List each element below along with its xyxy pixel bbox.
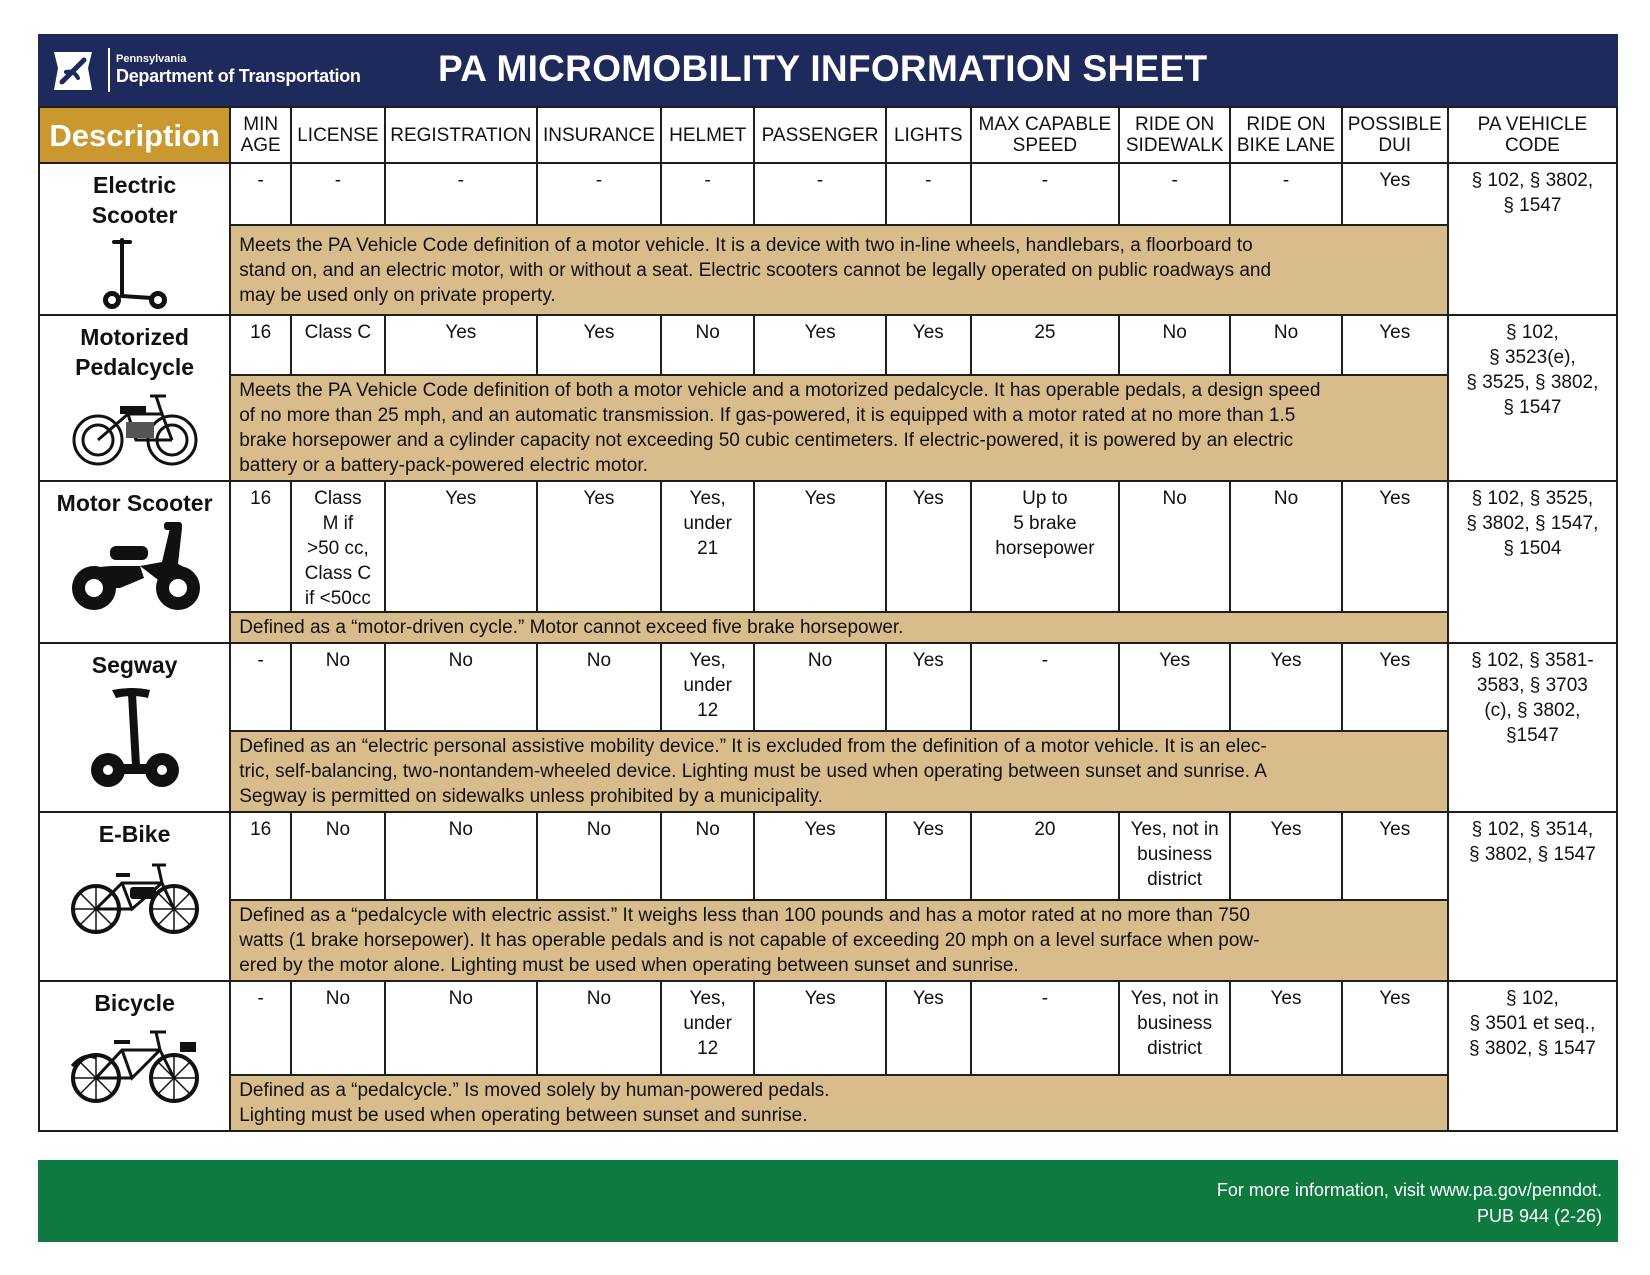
cell-value-line: if <50cc bbox=[304, 588, 371, 609]
cell-value-line: under bbox=[683, 1013, 732, 1034]
description-line: Meets the PA Vehicle Code definition of both a motor vehicle and a motorized pedalcycle. It has operable pedals, a design speed bbox=[239, 380, 1321, 401]
cell-license bbox=[291, 981, 385, 1075]
cell-dui bbox=[1342, 812, 1448, 900]
cell-value-line: - bbox=[1171, 170, 1178, 191]
cell-value-line: 25 bbox=[1034, 322, 1056, 343]
cell-vehicle-code bbox=[1448, 481, 1617, 643]
column-header-insurance: INSURANCE bbox=[537, 107, 661, 163]
cell-license bbox=[291, 481, 385, 612]
cell-value-line: No bbox=[325, 988, 351, 1009]
cell-passenger bbox=[754, 643, 885, 731]
cell-bike-lane bbox=[1230, 315, 1341, 375]
cell-passenger bbox=[754, 812, 885, 900]
cell-max-speed bbox=[971, 643, 1119, 731]
footer-info-text: For more information, visit www.pa.gov/penndot. bbox=[1216, 1180, 1602, 1200]
cell-vehicle-code bbox=[1448, 315, 1617, 481]
cell-value-line: Yes bbox=[804, 488, 836, 509]
cell-bike-lane bbox=[1230, 643, 1341, 731]
cell-value-line: Yes bbox=[1379, 988, 1411, 1009]
vehicle-code-line: § 3523(e), bbox=[1489, 347, 1576, 368]
description-line: Defined as an “electric personal assistive mobility device.” It is excluded from the definition of a motor vehicle. It is an elec- bbox=[239, 736, 1267, 757]
vehicle-code-line: § 102, § 3581- bbox=[1471, 650, 1594, 671]
column-header-code bbox=[1448, 107, 1617, 163]
cell-value-line: Yes bbox=[1270, 988, 1302, 1009]
description-row bbox=[39, 225, 1617, 315]
cell-value-line: Class C bbox=[304, 563, 372, 584]
cell-value-line: Yes, bbox=[689, 488, 726, 509]
vehicle-name bbox=[40, 982, 229, 1018]
cell-insurance bbox=[537, 643, 661, 731]
cell-bike-lane bbox=[1230, 163, 1341, 225]
cell-value-line: Yes, bbox=[689, 988, 726, 1009]
cell-helmet bbox=[661, 981, 755, 1075]
cell-insurance bbox=[537, 481, 661, 612]
cell-value-line: 12 bbox=[697, 1038, 719, 1059]
cell-value-line: - bbox=[1041, 170, 1049, 191]
cell-value-line: No bbox=[1273, 488, 1299, 509]
column-header-lights: LIGHTS bbox=[886, 107, 971, 163]
vehicle-name bbox=[40, 644, 229, 680]
description-line: of no more than 25 mph, and an automatic transmission. If gas-powered, it is equipped with a motor rated at no more than 1.5 bbox=[239, 405, 1296, 426]
cell-value-line: under bbox=[683, 675, 732, 696]
vehicle-name-line: Motorized bbox=[80, 324, 189, 350]
cell-value-line: M if bbox=[322, 513, 354, 534]
cell-passenger bbox=[754, 481, 885, 612]
description-line: may be used only on private property. bbox=[239, 284, 556, 306]
cell-value-line: 12 bbox=[697, 700, 719, 721]
description-row bbox=[39, 900, 1617, 981]
cell-value-line: Yes bbox=[1379, 170, 1411, 191]
cell-value-line: 16 bbox=[250, 488, 272, 509]
vehicle-code-line: § 102, § 3514, bbox=[1471, 819, 1594, 840]
column-header-text: PA VEHICLE bbox=[1477, 114, 1588, 135]
vehicle-code-line: § 102, bbox=[1505, 988, 1559, 1009]
cell-value-line: No bbox=[1162, 488, 1187, 509]
header-bar bbox=[38, 34, 1618, 106]
cell-value-line: Yes bbox=[912, 322, 944, 343]
cell-value-line: No bbox=[325, 819, 351, 840]
logo-divider bbox=[108, 48, 110, 92]
vehicle-row bbox=[39, 643, 1617, 731]
column-header-description: Description bbox=[39, 107, 230, 163]
vehicle-name bbox=[40, 316, 229, 382]
cell-registration bbox=[385, 812, 537, 900]
cell-value-line: 20 bbox=[1034, 819, 1056, 840]
cell-value-line: Yes bbox=[912, 650, 944, 671]
cell-sidewalk bbox=[1119, 981, 1230, 1075]
bicycle-icon bbox=[70, 1022, 200, 1104]
vehicle-name-line: Motor Scooter bbox=[56, 490, 213, 516]
column-header-text: BIKE LANE bbox=[1236, 135, 1336, 156]
vehicle-code-line: §1547 bbox=[1505, 725, 1559, 746]
column-header-text: RIDE ON bbox=[1246, 114, 1326, 135]
cell-license bbox=[291, 643, 385, 731]
vehicle-name-cell bbox=[39, 643, 230, 812]
cell-value-line: - bbox=[1041, 650, 1049, 671]
cell-sidewalk bbox=[1119, 812, 1230, 900]
cell-min-age bbox=[230, 481, 291, 612]
column-header-registration: REGISTRATION bbox=[385, 107, 537, 163]
cell-value-line: - bbox=[595, 170, 603, 191]
vehicle-code-line: § 1504 bbox=[1503, 538, 1562, 559]
cell-min-age bbox=[230, 315, 291, 375]
cell-value-line: Yes bbox=[912, 488, 944, 509]
micromobility-table bbox=[38, 106, 1618, 1132]
cell-value-line: No bbox=[1273, 322, 1299, 343]
cell-lights bbox=[886, 643, 971, 731]
vehicle-row bbox=[39, 315, 1617, 375]
vehicle-description bbox=[230, 612, 1448, 643]
cell-sidewalk bbox=[1119, 163, 1230, 225]
description-line: brake horsepower and a cylinder capacity not exceeding 50 cubic centimeters. If electric-powered, it is powered by an electric bbox=[239, 430, 1294, 451]
cell-dui bbox=[1342, 643, 1448, 731]
vehicle-row bbox=[39, 981, 1617, 1075]
org-state-label: Pennsylvania bbox=[116, 53, 187, 65]
cell-min-age bbox=[230, 981, 291, 1075]
description-row bbox=[39, 612, 1617, 643]
column-header-text: SPEED bbox=[1012, 135, 1078, 156]
vehicle-name bbox=[40, 164, 229, 230]
cell-insurance bbox=[537, 315, 661, 375]
moped-icon bbox=[70, 386, 200, 468]
cell-insurance bbox=[537, 812, 661, 900]
vehicle-code-line: § 1547 bbox=[1503, 195, 1562, 216]
vehicle-description bbox=[230, 1075, 1448, 1131]
cell-license bbox=[291, 163, 385, 225]
vehicle-code-line: § 102, § 3525, bbox=[1471, 488, 1594, 509]
cell-value-line: Yes, not in bbox=[1130, 988, 1219, 1009]
cell-helmet bbox=[661, 315, 755, 375]
vehicle-name-cell bbox=[39, 481, 230, 643]
cell-sidewalk bbox=[1119, 643, 1230, 731]
vehicle-code-line: § 102, § 3802, bbox=[1471, 170, 1594, 191]
vehicle-name-cell bbox=[39, 315, 230, 481]
vehicle-name-line: Scooter bbox=[91, 202, 178, 228]
vehicle-code-line: 3583, § 3703 bbox=[1476, 675, 1588, 696]
cell-dui bbox=[1342, 163, 1448, 225]
cell-value-line: Yes bbox=[804, 322, 836, 343]
cell-sidewalk bbox=[1119, 481, 1230, 612]
cell-license bbox=[291, 315, 385, 375]
column-header-helmet: HELMET bbox=[661, 107, 755, 163]
cell-lights bbox=[886, 481, 971, 612]
cell-value-line: 16 bbox=[250, 819, 272, 840]
vehicle-code-line: § 3802, § 1547, bbox=[1466, 513, 1599, 534]
vehicle-name bbox=[40, 813, 229, 849]
vehicle-name-cell bbox=[39, 981, 230, 1131]
description-row bbox=[39, 1075, 1617, 1131]
cell-value-line: Yes bbox=[912, 819, 944, 840]
cell-value-line: Yes, bbox=[689, 650, 726, 671]
cell-passenger bbox=[754, 315, 885, 375]
cell-helmet bbox=[661, 643, 755, 731]
cell-value-line: No bbox=[695, 322, 720, 343]
vehicle-name-line: Segway bbox=[91, 652, 178, 678]
cell-license bbox=[291, 812, 385, 900]
cell-value-line: - bbox=[1041, 988, 1049, 1009]
cell-value-line: under bbox=[683, 513, 732, 534]
column-header-text: RIDE ON bbox=[1135, 114, 1215, 135]
cell-value-line: Yes, not in bbox=[1130, 819, 1219, 840]
description-line: Lighting must be used when operating between sunset and sunrise. bbox=[239, 1105, 808, 1126]
cell-insurance bbox=[537, 981, 661, 1075]
vehicle-description bbox=[230, 731, 1448, 812]
description-line: watts (1 brake horsepower). It has operable pedals and is not capable of exceeding 20 mph on a level surface when pow- bbox=[239, 930, 1260, 951]
cell-max-speed bbox=[971, 163, 1119, 225]
cell-value-line: horsepower bbox=[995, 538, 1095, 559]
org-name: Department of Transportation bbox=[116, 66, 361, 86]
cell-value-line: Yes bbox=[1379, 650, 1411, 671]
vehicle-code-line: § 3802, § 1547 bbox=[1468, 1038, 1596, 1059]
vehicle-code-line: § 3525, § 3802, bbox=[1466, 372, 1599, 393]
cell-value-line: No bbox=[448, 819, 473, 840]
footer-pub-number: PUB 944 (2-26) bbox=[1476, 1206, 1602, 1226]
footer-bar bbox=[38, 1160, 1618, 1242]
vehicle-code-line: § 1547 bbox=[1503, 397, 1562, 418]
description-line: Defined as a “pedalcycle with electric assist.” It weighs less than 100 pounds and has a motor rated at no more than 750 bbox=[239, 905, 1250, 926]
cell-value-line: Yes bbox=[583, 488, 615, 509]
vehicle-row bbox=[39, 481, 1617, 612]
vehicle-name-line: Pedalcycle bbox=[75, 354, 195, 380]
column-header-text: CODE bbox=[1504, 135, 1560, 156]
column-header-text: SIDEWALK bbox=[1125, 135, 1224, 156]
vehicle-code-line: § 3501 et seq., bbox=[1469, 1013, 1596, 1034]
cell-helmet bbox=[661, 481, 755, 612]
cell-value-line: - bbox=[334, 170, 342, 191]
vehicle-name-line: Electric bbox=[93, 172, 177, 198]
cell-value-line: Yes bbox=[445, 322, 477, 343]
column-header-text: DUI bbox=[1378, 135, 1412, 156]
cell-value-line: Up to bbox=[1022, 488, 1068, 509]
column-header-text: MAX CAPABLE bbox=[978, 114, 1112, 135]
cell-value-line: - bbox=[1282, 170, 1290, 191]
vehicle-row bbox=[39, 163, 1617, 225]
vehicle-name bbox=[40, 482, 229, 518]
cell-dui bbox=[1342, 481, 1448, 612]
column-header-text: AGE bbox=[240, 135, 281, 156]
cell-value-line: - bbox=[257, 170, 264, 191]
column-header-license: LICENSE bbox=[291, 107, 385, 163]
cell-value-line: Class C bbox=[304, 322, 372, 343]
cell-value-line: No bbox=[325, 650, 351, 671]
motor-scooter-icon bbox=[70, 522, 200, 614]
cell-value-line: Yes bbox=[912, 988, 944, 1009]
cell-value-line: Yes bbox=[804, 988, 836, 1009]
cell-value-line: No bbox=[586, 819, 612, 840]
description-line: Defined as a “pedalcycle.” Is moved solely by human-powered pedals. bbox=[239, 1080, 830, 1101]
cell-max-speed bbox=[971, 812, 1119, 900]
column-header-text: POSSIBLE bbox=[1347, 114, 1442, 135]
column-header-dui bbox=[1342, 107, 1448, 163]
cell-value-line: Yes bbox=[1379, 322, 1411, 343]
cell-passenger bbox=[754, 981, 885, 1075]
cell-value-line: Yes bbox=[1159, 650, 1191, 671]
cell-max-speed bbox=[971, 481, 1119, 612]
cell-value-line: district bbox=[1147, 869, 1203, 890]
description-line: stand on, and an electric motor, with or without a seat. Electric scooters cannot be legally operated on public roadways and bbox=[239, 259, 1272, 281]
cell-value-line: No bbox=[586, 988, 612, 1009]
cell-value-line: No bbox=[807, 650, 833, 671]
penndot-keystone-logo bbox=[50, 48, 96, 94]
vehicle-name-line: Bicycle bbox=[94, 990, 175, 1016]
description-line: battery or a battery-pack-powered electric motor. bbox=[239, 455, 648, 476]
column-header-text: MIN bbox=[243, 114, 279, 135]
cell-registration bbox=[385, 315, 537, 375]
cell-value-line: Yes bbox=[583, 322, 615, 343]
cell-value-line: No bbox=[586, 650, 612, 671]
cell-value-line: Yes bbox=[804, 819, 836, 840]
vehicle-name-cell bbox=[39, 812, 230, 981]
vehicle-name-line: E-Bike bbox=[98, 821, 171, 847]
cell-value-line: - bbox=[925, 170, 932, 191]
page-title: PA MICROMOBILITY INFORMATION SHEET bbox=[438, 48, 1208, 89]
cell-insurance bbox=[537, 163, 661, 225]
column-header-sidewalk bbox=[1119, 107, 1230, 163]
cell-dui bbox=[1342, 315, 1448, 375]
cell-max-speed bbox=[971, 315, 1119, 375]
description-line: ered by the motor alone. Lighting must be used when operating between sunset and sunrise. bbox=[239, 955, 1019, 976]
column-header-max-speed bbox=[971, 107, 1119, 163]
info-sheet bbox=[38, 34, 1618, 1242]
cell-value-line: Class bbox=[314, 488, 362, 509]
cell-registration bbox=[385, 981, 537, 1075]
cell-value-line: business bbox=[1137, 1013, 1213, 1034]
cell-lights bbox=[886, 315, 971, 375]
cell-passenger bbox=[754, 163, 885, 225]
cell-vehicle-code bbox=[1448, 981, 1617, 1131]
vehicle-description bbox=[230, 900, 1448, 981]
description-row bbox=[39, 375, 1617, 481]
cell-min-age bbox=[230, 643, 291, 731]
cell-max-speed bbox=[971, 981, 1119, 1075]
cell-bike-lane bbox=[1230, 812, 1341, 900]
description-row bbox=[39, 731, 1617, 812]
cell-sidewalk bbox=[1119, 315, 1230, 375]
cell-vehicle-code bbox=[1448, 163, 1617, 315]
cell-dui bbox=[1342, 981, 1448, 1075]
vehicle-row bbox=[39, 812, 1617, 900]
e-bike-icon bbox=[70, 853, 200, 935]
vehicle-description bbox=[230, 375, 1448, 481]
cell-min-age bbox=[230, 163, 291, 225]
vehicle-code-line: (c), § 3802, bbox=[1484, 700, 1581, 721]
cell-registration bbox=[385, 643, 537, 731]
cell-vehicle-code bbox=[1448, 643, 1617, 812]
cell-value-line: No bbox=[448, 650, 473, 671]
vehicle-code-line: § 3802, § 1547 bbox=[1468, 844, 1596, 865]
description-line: Defined as a “motor-driven cycle.” Motor cannot exceed five brake horsepower. bbox=[239, 617, 904, 638]
cell-value-line: - bbox=[816, 170, 824, 191]
cell-value-line: No bbox=[1162, 322, 1187, 343]
cell-bike-lane bbox=[1230, 481, 1341, 612]
cell-value-line: >50 cc, bbox=[306, 538, 369, 559]
electric-scooter-icon bbox=[100, 234, 170, 314]
cell-value-line: - bbox=[704, 170, 711, 191]
cell-lights bbox=[886, 163, 971, 225]
table-body bbox=[39, 163, 1617, 1131]
cell-value-line: - bbox=[457, 170, 464, 191]
cell-value-line: business bbox=[1137, 844, 1213, 865]
cell-value-line: Yes bbox=[1270, 650, 1302, 671]
vehicle-name-cell bbox=[39, 163, 230, 315]
segway-icon bbox=[90, 684, 180, 790]
cell-registration bbox=[385, 481, 537, 612]
cell-value-line: Yes bbox=[445, 488, 477, 509]
cell-helmet bbox=[661, 163, 755, 225]
cell-lights bbox=[886, 812, 971, 900]
cell-value-line: district bbox=[1147, 1038, 1203, 1059]
cell-value-line: Yes bbox=[1379, 488, 1411, 509]
vehicle-description bbox=[230, 225, 1448, 315]
cell-helmet bbox=[661, 812, 755, 900]
column-header-passenger: PASSENGER bbox=[754, 107, 885, 163]
cell-value-line: No bbox=[448, 988, 473, 1009]
cell-value-line: 21 bbox=[697, 538, 719, 559]
cell-registration bbox=[385, 163, 537, 225]
description-line: Segway is permitted on sidewalks unless prohibited by a municipality. bbox=[239, 786, 823, 807]
cell-value-line: - bbox=[257, 650, 264, 671]
cell-vehicle-code bbox=[1448, 812, 1617, 981]
description-line: Meets the PA Vehicle Code definition of a motor vehicle. It is a device with two in-line wheels, handlebars, a floorboard to bbox=[239, 234, 1253, 256]
header-row bbox=[39, 107, 1617, 163]
cell-value-line: No bbox=[695, 819, 720, 840]
cell-value-line: 5 brake bbox=[1013, 513, 1077, 534]
cell-value-line: 16 bbox=[250, 322, 272, 343]
cell-lights bbox=[886, 981, 971, 1075]
cell-bike-lane bbox=[1230, 981, 1341, 1075]
cell-value-line: Yes bbox=[1270, 819, 1302, 840]
cell-min-age bbox=[230, 812, 291, 900]
description-line: tric, self-balancing, two-nontandem-wheeled device. Lighting must be used when operating between sunset and sunrise. A bbox=[239, 761, 1267, 782]
vehicle-code-line: § 102, bbox=[1505, 322, 1559, 343]
column-header-bike-lane bbox=[1230, 107, 1341, 163]
cell-value-line: - bbox=[257, 988, 264, 1009]
cell-value-line: Yes bbox=[1379, 819, 1411, 840]
column-header-min-age bbox=[230, 107, 291, 163]
